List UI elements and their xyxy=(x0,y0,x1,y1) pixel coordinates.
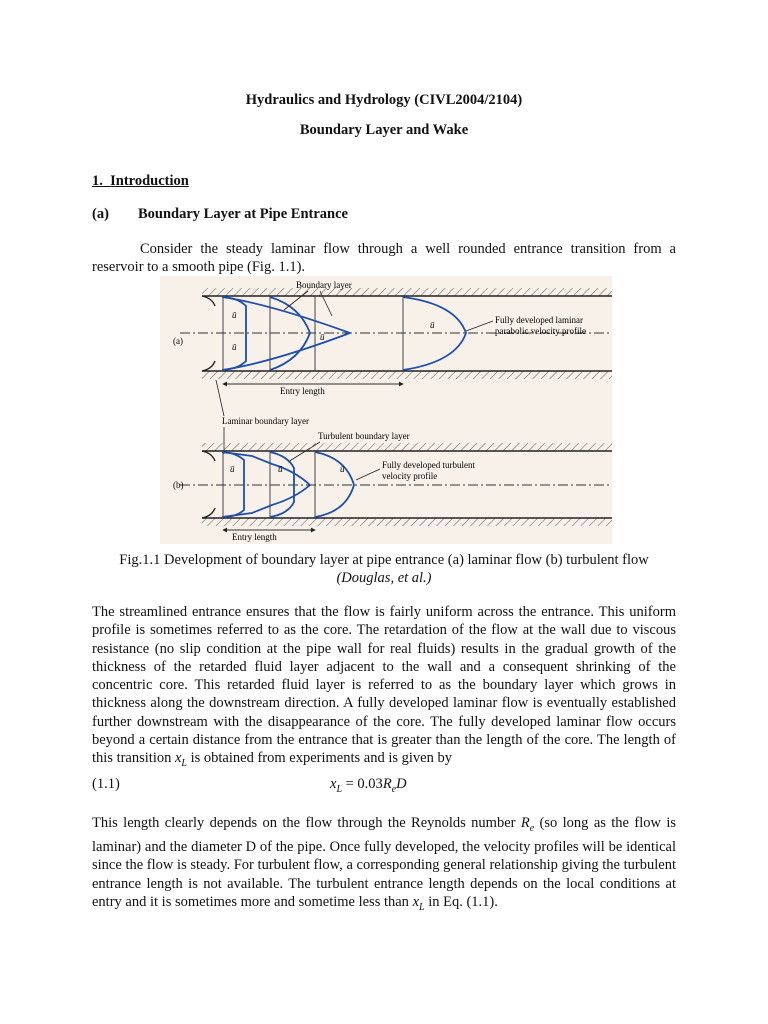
paragraph-3-part-1: This length clearly depends on the flow through the Reynolds number xyxy=(92,815,521,831)
section-number: 1. xyxy=(92,173,103,189)
entry-length-label-b: Entry length xyxy=(232,532,277,542)
boundary-layer-bottom-b xyxy=(222,485,310,517)
turbulent-boundary-layer-label: Turbulent boundary layer xyxy=(318,431,410,441)
paragraph-2-last-post: is obtained from experiments and is given by xyxy=(186,750,452,767)
paragraph-3-part-2: (so long as the flow is laminar) and the diameter D of the pipe. Once fully developed, the velocity profiles will be identical since the flow is steady. For turbulent flow, a corresponding general relationship giving the turbulent entrance length is not available. The turbulent entrance length depends on the local conditions at entry and it is sometimes more and sometime less than xyxy=(92,815,676,911)
section-title: Introduction xyxy=(110,173,189,189)
case-a-label: (a) xyxy=(173,336,183,346)
turbulent-profile-b xyxy=(315,452,354,517)
paragraph-2-last-pre: The length of this transition xyxy=(92,732,676,767)
u-label-b3: ū xyxy=(340,464,345,474)
xl-subscript: L xyxy=(181,758,187,770)
uniform-profile-b xyxy=(223,452,244,517)
xl-subscript-2: L xyxy=(419,901,425,913)
subsection-heading xyxy=(92,206,348,223)
entry-length-label-a: Entry length xyxy=(280,386,325,396)
pipe-wall-top-a xyxy=(202,288,612,296)
laminar-boundary-layer-label: Laminar boundary layer xyxy=(222,416,309,426)
re-subscript: e xyxy=(529,822,535,834)
document-title: Boundary Layer and Wake xyxy=(299,122,469,138)
u-label-b1: ū xyxy=(230,464,235,474)
pipe-wall-bottom-b xyxy=(202,518,612,526)
eq-lhs-sub: L xyxy=(336,783,342,795)
figure-1-1 xyxy=(160,276,612,544)
turbulent-pipe xyxy=(173,443,612,542)
re-variable: R xyxy=(520,815,530,831)
equation-number: (1.1) xyxy=(92,776,120,792)
parabolic-profile-a xyxy=(403,297,466,370)
eq-equals: = 0.03 xyxy=(342,776,383,792)
u-label-a4: ū xyxy=(430,320,435,330)
intro-paragraph: Consider the steady laminar flow through a well rounded entrance transition from a reservoir to a smooth pipe (Fig. 1.1). xyxy=(92,241,676,276)
case-b-label: (b) xyxy=(173,480,184,490)
laminar-pipe xyxy=(173,280,612,396)
figure-caption-source: (Douglas, et al.) xyxy=(336,570,432,586)
eq-re-sub: e xyxy=(391,783,397,795)
u-label-a3: ū xyxy=(320,332,325,342)
equation-1-1 xyxy=(330,776,407,795)
paragraph-3-part-3: in Eq. (1.1). xyxy=(424,894,498,911)
figure-caption-line-1: Fig.1.1 Development of boundary layer at pipe entrance (a) laminar flow (b) turbulent flow xyxy=(119,552,649,568)
u-label-a2: ū xyxy=(232,342,237,352)
pipe-wall-bottom-a xyxy=(202,371,612,379)
paragraph-2-text: The streamlined entrance ensures that the flow is fairly uniform across the entrance. This uniform profile is sometimes referred to as the core. The retardation of the flow at the wall due to viscous resistance (no slip condition at the pipe wall for real fluids) results in the gradual growth of the thickness of the retarded fluid layer adjacent to the wall and a consequent shrinking of the concentric core. This retarded fluid layer is referred to as the boundary layer which grows in thickness along the downstream direction. A fully developed laminar flow is eventually established further downstream with the disappearance of the core. The fully developed laminar flow occurs beyond a certain distance from the entrance that is greater than the length of the core. xyxy=(92,604,676,749)
eq-lhs-var: x xyxy=(330,776,337,792)
uniform-profile-a xyxy=(223,297,246,370)
pipe-wall-top-b xyxy=(202,443,612,451)
developing-profile-a xyxy=(270,297,310,370)
fully-developed-laminar-label-2: parabolic velocity profile xyxy=(495,326,586,336)
u-label-b2: ū xyxy=(278,464,283,474)
fully-developed-turbulent-label-2: velocity profile xyxy=(382,471,438,481)
developing-profile-b xyxy=(270,452,294,517)
course-title: Hydraulics and Hydrology (CIVL2004/2104) xyxy=(245,92,523,108)
subsection-title: Boundary Layer at Pipe Entrance xyxy=(138,206,348,222)
eq-re-var: R xyxy=(382,776,392,792)
eq-d-var: D xyxy=(396,776,407,792)
subsection-label: (a) xyxy=(92,206,109,222)
u-label-a1: ū xyxy=(232,310,237,320)
fully-developed-laminar-label-1: Fully developed laminar xyxy=(495,315,583,325)
xl-variable: x xyxy=(174,750,182,767)
body-paragraph-3 xyxy=(92,814,676,917)
section-heading xyxy=(92,173,189,190)
fully-developed-turbulent-label-1: Fully developed turbulent xyxy=(382,460,475,470)
body-paragraph-2 xyxy=(92,603,676,774)
boundary-layer-label: Boundary layer xyxy=(296,280,352,290)
xl-variable-2: x xyxy=(412,894,419,911)
pipe-entrance-diagram xyxy=(160,276,612,544)
